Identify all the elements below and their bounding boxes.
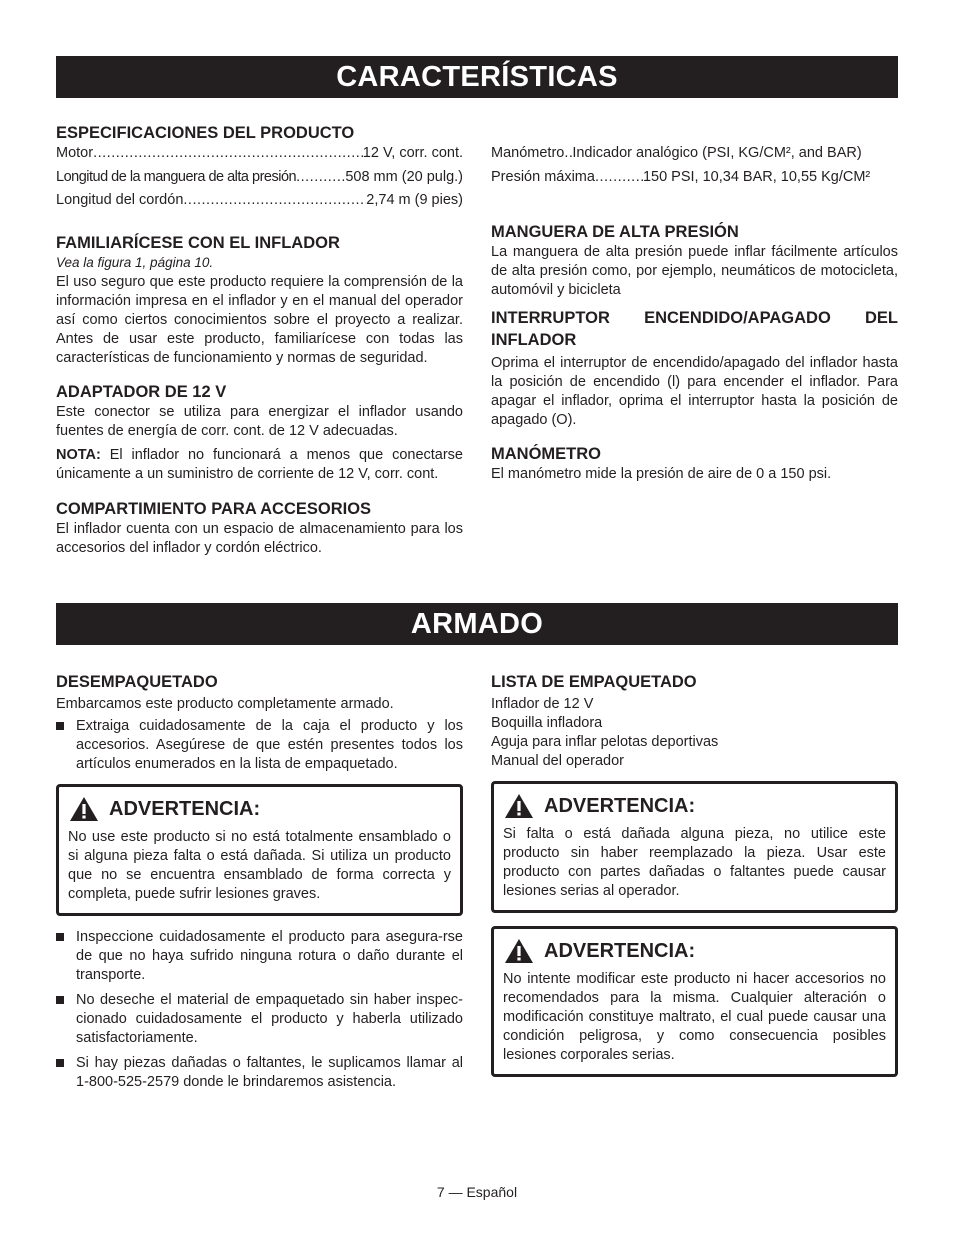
warning-box-left — [56, 784, 463, 916]
manometro-heading: MANÓMETRO — [491, 445, 601, 463]
manguera-text: La manguera de alta presión puede inflar fácilmente artículos de alta presión como, por ejemplo, neumáticos de motocicleta, automóvil y bicicleta — [491, 244, 898, 298]
leader-dots — [564, 142, 572, 166]
leader-dots — [183, 189, 366, 213]
compartimiento-heading: COMPARTIMIENTO PARA ACCESORIOS — [56, 499, 372, 518]
warning-box-right-2 — [491, 926, 898, 1077]
bullet-text: Si hay piezas dañadas o faltantes, le suplicamos llamar al 1-800-525-2579 donde le brindaremos asistencia. — [76, 1055, 463, 1090]
spec-label: Manómetro — [491, 145, 565, 161]
bullet-item — [56, 717, 463, 774]
bullet-item — [56, 1054, 463, 1092]
armado-right-column — [491, 671, 898, 1077]
bullet-item — [56, 928, 463, 985]
spec-label: Motor — [56, 145, 94, 161]
bullet-square-icon — [56, 996, 64, 1004]
bullet-text: No deseche el material de empaquetado sin haber inspec-cionado cuidadosamente el producto y haberla utilizado satisfactoriamente. — [76, 992, 463, 1046]
bullet-text: Extraiga cuidadosamente de la caja el producto y los accesorios. Asegúrese de que estén presentes todos los artículos enumerados en la lista de empaquetado. — [76, 718, 463, 772]
spec-label: Longitud del cordón — [56, 192, 184, 208]
section-banner-armado: ARMADO — [56, 603, 898, 645]
bullet-item — [56, 991, 463, 1048]
spec-value: 150 PSI, 10,34 BAR, 10,55 Kg/CM² — [642, 168, 871, 185]
warning-text: Si falta o está dañada alguna pieza, no utilice este producto sin haber reemplazado la pieza. Usar este producto con partes dañadas o faltantes puede causar lesiones serias al operador. — [503, 826, 886, 899]
section-banner-caracteristicas: CARACTERÍSTICAS — [56, 56, 898, 98]
spec-row-cordon — [56, 189, 463, 213]
desempaquetado-intro: Embarcamos este producto completamente armado. — [56, 696, 394, 712]
bullet-square-icon — [56, 722, 64, 730]
lista-heading: LISTA DE EMPAQUETADO — [491, 673, 697, 691]
leader-dots — [296, 166, 345, 190]
warning-triangle-icon — [69, 796, 99, 822]
spec-value: Indicador analógico (PSI, KG/CM², and BAR) — [572, 145, 862, 161]
spec-value: 508 mm (20 pulg.) — [345, 168, 463, 185]
warning-header — [68, 794, 451, 824]
spec-row-manometro — [491, 142, 898, 166]
nota-text: El inflador no funcionará a menos que conectarse únicamente a un suministro de corriente de 12 V, corr. cont. — [56, 446, 463, 482]
armado-left-column — [56, 671, 463, 1092]
familiar-reference: Vea la figura 1, página 10. — [56, 254, 214, 270]
list-item: Boquilla infladora — [491, 715, 603, 731]
leader-dots — [93, 142, 363, 166]
nota-paragraph — [56, 446, 463, 484]
spec-value: 2,74 m (9 pies) — [366, 192, 463, 208]
spec-value: 12 V, corr. cont. — [362, 145, 463, 161]
caracteristicas-right-column — [491, 144, 898, 484]
spec-row-presion — [491, 166, 898, 190]
leader-dots — [595, 166, 643, 190]
warning-box-right-1 — [491, 781, 898, 913]
bullet-square-icon — [56, 933, 64, 941]
warning-text: No intente modificar este producto ni hacer accesorios no recomendados para la misma. Cualquier alteración o modificación constituye maltrato, el cual puede causar una condición peligrosa, y como consecuencia posibles lesiones corporales serias. — [503, 971, 886, 1063]
interruptor-heading: INTERRUPTOR ENCENDIDO/APAGADO DEL INFLADOR — [491, 309, 898, 349]
warning-triangle-icon — [504, 793, 534, 819]
warning-header — [503, 791, 886, 821]
spec-label: Longitud de la manguera de alta presión — [56, 168, 297, 185]
warning-title: ADVERTENCIA: — [544, 939, 696, 962]
familiar-heading: FAMILIARÍCESE CON EL INFLADOR — [56, 233, 340, 252]
familiar-text: El uso seguro que este producto requiere la comprensión de la información impresa en el inflador y en el manual del operador así como ciertos conocimientos sobre el proyecto a realizar. Antes de usar este producto, familiarícese con todas las características de funcionamiento y normas de seguridad. — [56, 273, 463, 366]
interruptor-text: Oprima el interruptor de encendido/apagado del inflador hasta la posición de encendido (l) para encender el inflador. Para apagar el inflador, oprima el interruptor hasta la posición de apagado (O). — [491, 355, 898, 428]
warning-title: ADVERTENCIA: — [109, 797, 261, 820]
list-item: Aguja para inflar pelotas deportivas — [491, 734, 719, 750]
spec-label: Presión máxima — [491, 168, 595, 185]
warning-title: ADVERTENCIA: — [544, 794, 696, 817]
desempaquetado-heading: DESEMPAQUETADO — [56, 673, 218, 691]
packing-list — [491, 695, 898, 771]
manguera-heading: MANGUERA DE ALTA PRESIÓN — [491, 223, 739, 241]
bullet-square-icon — [56, 1059, 64, 1067]
spec-row-motor — [56, 142, 463, 166]
warning-triangle-icon — [504, 938, 534, 964]
specs-heading: ESPECIFICACIONES DEL PRODUCTO — [56, 124, 355, 142]
nota-label: NOTA: — [56, 446, 101, 463]
list-item: Manual del operador — [491, 753, 625, 769]
list-item: Inflador de 12 V — [491, 696, 594, 712]
compartimiento-text: El inflador cuenta con un espacio de almacenamiento para los accesorios del inflador y cordón eléctrico. — [56, 520, 463, 556]
warning-header — [503, 936, 886, 966]
bullet-text: Inspeccione cuidadosamente el producto para asegura-rse de que no haya sufrido ninguna rotura o daño durante el transporte. — [76, 929, 463, 983]
page-number: 7 — Español — [436, 1184, 518, 1200]
adaptador-text: Este conector se utiliza para energizar el inflador usando fuentes de energía de corr. cont. de 12 V adecuadas. — [56, 403, 463, 439]
manometro-text: El manómetro mide la presión de aire de 0 a 150 psi. — [491, 466, 832, 482]
spec-row-manguera — [56, 166, 463, 190]
caracteristicas-left-column — [56, 122, 463, 558]
warning-text: No use este producto si no está totalmente ensamblado o si alguna pieza falta o está dañada. Si utiliza un producto que no se encuentra ensamblado de forma correcta y completa, puede sufrir lesiones graves. — [68, 829, 451, 902]
adaptador-heading: ADAPTADOR DE 12 V — [56, 382, 227, 401]
